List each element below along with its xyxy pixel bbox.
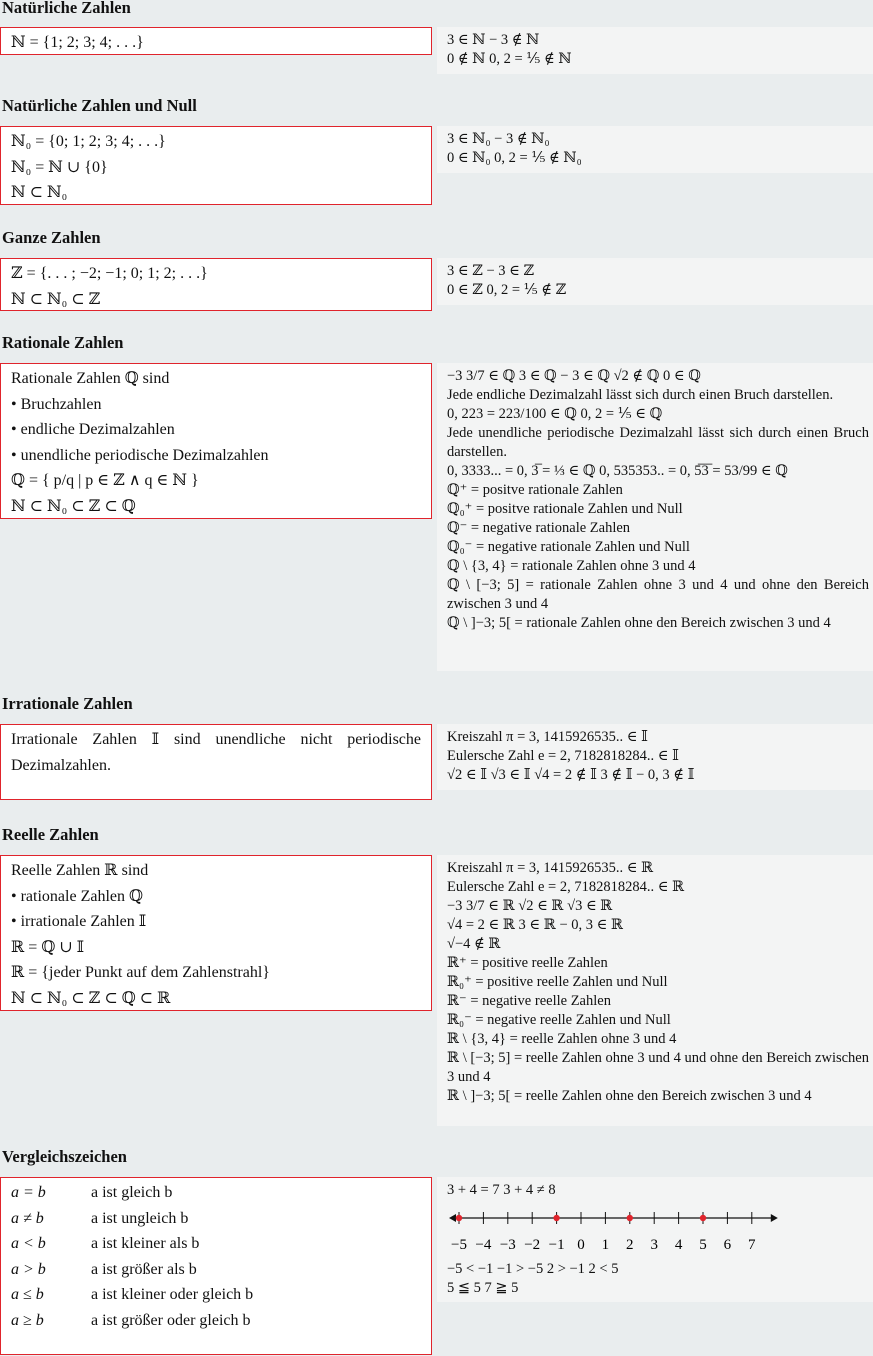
example-line: √−4 ∉ ℝ (447, 936, 501, 952)
example-line: −5 < −1 −1 > −5 2 > −1 2 < 5 (447, 1261, 619, 1277)
example-box-reelle-zahlen (437, 855, 873, 1126)
example-line: 0 ∈ ℤ 0, 2 = ⅕ ∉ ℤ (447, 282, 567, 298)
example-line: ℝ \ [−3; 5] = reelle Zahlen ohne 3 und 4 und ohne den Bereich zwischen 3 und 4 (447, 1050, 869, 1085)
comparison-symbol: a ≠ b (11, 1209, 44, 1227)
comparison-row (11, 1231, 421, 1257)
definition-line: Irrationale Zahlen 𝕀 sind unendliche nicht periodische Dezimalzahlen. (11, 731, 421, 774)
example-line: ℚ \ ]−3; 5[ = rationale Zahlen ohne den Bereich zwischen 3 und 4 (447, 615, 831, 631)
comparison-text: a ist größer oder gleich b (91, 1311, 251, 1329)
comparison-symbol: a ≥ b (11, 1311, 44, 1329)
example-box-irrationale-zahlen (437, 724, 873, 790)
number-line-tick-label: 5 (699, 1237, 707, 1253)
comparison-symbol: a = b (11, 1184, 46, 1201)
comparison-row (11, 1308, 421, 1334)
number-line-tick-label: 3 (650, 1237, 658, 1253)
comparison-text: a ist kleiner als b (91, 1235, 200, 1253)
definition-line: • Bruchzahlen (11, 395, 102, 413)
example-line: ℝ₀⁺ = positive reelle Zahlen und Null (447, 974, 668, 990)
definition-box-natuerliche-zahlen-und-null (0, 126, 432, 205)
definition-line: ℕ = {1; 2; 3; 4; . . .} (11, 34, 144, 51)
example-line: 0 ∉ ℕ 0, 2 = ⅕ ∉ ℕ (447, 51, 572, 67)
definition-line: • unendliche periodische Dezimalzahlen (11, 446, 269, 464)
example-line: 0, 3333... = 0, 3̅ = ⅓ ∈ ℚ 0, 535353.. = 0, 5̅3̅ = 53/99 ∈ ℚ (447, 463, 788, 479)
number-line-tick-label: 0 (577, 1237, 585, 1253)
example-box-natuerliche-zahlen-und-null (437, 126, 873, 173)
number-line-point (627, 1215, 633, 1221)
example-line: ℚ₀⁻ = negative rationale Zahlen und Null (447, 539, 690, 555)
number-line-point (700, 1215, 706, 1221)
section-title-vergleichszeichen: Vergleichszeichen (2, 1147, 127, 1166)
example-line: −3 3/7 ∈ ℚ 3 ∈ ℚ − 3 ∈ ℚ √2 ∉ ℚ 0 ∈ ℚ (447, 368, 701, 384)
definition-line: ℕ₀ = ℕ ∪ {0} (11, 158, 108, 176)
definition-line: ℚ = { p/q | p ∈ ℤ ∧ q ∈ ℕ } (11, 472, 199, 490)
comparison-symbol: a > b (11, 1260, 46, 1278)
example-line: Eulersche Zahl e = 2, 7182818284.. ∈ ℝ (447, 879, 685, 895)
example-line: Kreiszahl π = 3, 1415926535.. ∈ ℝ (447, 860, 654, 876)
comparison-symbol: a ≤ b (11, 1286, 44, 1304)
example-box-natuerliche-zahlen (437, 27, 873, 74)
example-line: 5 ≦ 5 7 ≧ 5 (447, 1280, 519, 1296)
definition-line: ℕ ⊂ ℕ₀ ⊂ ℤ ⊂ ℚ (11, 497, 136, 515)
arrow-right-icon (771, 1214, 778, 1222)
example-line: 3 ∈ ℕ − 3 ∉ ℕ (447, 32, 540, 48)
definition-box-reelle-zahlen (0, 855, 432, 1011)
example-line: 0, 223 = 223/100 ∈ ℚ 0, 2 = ⅕ ∈ ℚ (447, 406, 663, 422)
definition-line: Reelle Zahlen ℝ sind (11, 862, 149, 879)
example-line: 3 ∈ ℤ − 3 ∈ ℤ (447, 263, 535, 279)
example-line: Eulersche Zahl e = 2, 7182818284.. ∈ 𝕀 (447, 748, 679, 764)
example-line: ℚ⁺ = positve rationale Zahlen (447, 482, 623, 498)
comparison-row (11, 1180, 421, 1206)
example-line: ℚ \ [−3; 5] = rationale Zahlen ohne 3 und 4 und ohne den Bereich zwischen 3 und 4 (447, 577, 869, 612)
example-line: √4 = 2 ∈ ℝ 3 ∈ ℝ − 0, 3 ∈ ℝ (447, 917, 624, 933)
example-line: √2 ∈ 𝕀 √3 ∈ 𝕀 √4 = 2 ∉ 𝕀 3 ∉ 𝕀 − 0, 3 ∉ 𝕀 (447, 767, 695, 783)
number-line-tick-label: −2 (524, 1237, 541, 1253)
comparison-row (11, 1206, 421, 1232)
example-line: −3 3/7 ∈ ℝ √2 ∈ ℝ √3 ∈ ℝ (447, 898, 613, 914)
number-line-tick-label: 1 (601, 1237, 610, 1253)
section-title-reelle-zahlen: Reelle Zahlen (2, 825, 99, 844)
number-line-tick-label: −4 (475, 1237, 492, 1253)
number-line-tick-label: −3 (499, 1237, 516, 1253)
example-line: ℝ⁺ = positive reelle Zahlen (447, 955, 608, 971)
comparison-symbol: a < b (11, 1235, 46, 1253)
definition-line: ℝ = ℚ ∪ 𝕀 (11, 938, 85, 956)
definition-line: ℝ = {jeder Punkt auf dem Zahlenstrahl} (11, 964, 270, 982)
example-line: ℝ₀⁻ = negative reelle Zahlen und Null (447, 1012, 671, 1028)
definition-box-vergleichszeichen (0, 1177, 432, 1355)
definition-line: Rationale Zahlen ℚ sind (11, 370, 170, 387)
example-line: ℚ⁻ = negative rationale Zahlen (447, 520, 631, 536)
definition-line: • rationale Zahlen ℚ (11, 887, 143, 905)
number-line-tick-label: −1 (548, 1237, 565, 1253)
example-line: 0 ∈ ℕ₀ 0, 2 = ⅕ ∉ ℕ₀ (447, 150, 582, 166)
example-line: 3 ∈ ℕ₀ − 3 ∉ ℕ₀ (447, 131, 550, 147)
example-box-rationale-zahlen (437, 363, 873, 671)
number-line-tick-label: 4 (674, 1237, 683, 1253)
example-line: Jede unendliche periodische Dezimalzahl lässt sich durch einen Bruch darstellen. (447, 425, 869, 460)
section-title-rationale-zahlen: Rationale Zahlen (2, 333, 124, 352)
example-line: ℝ \ ]−3; 5[ = reelle Zahlen ohne den Bereich zwischen 3 und 4 (447, 1088, 812, 1104)
section-title-natuerliche-zahlen-und-null: Natürliche Zahlen und Null (2, 96, 197, 115)
comparison-row (11, 1282, 421, 1308)
definition-box-ganze-zahlen (0, 258, 432, 311)
comparison-text: a ist kleiner oder gleich b (91, 1286, 254, 1304)
arrow-left-icon (449, 1214, 456, 1222)
comparison-text: a ist größer als b (91, 1260, 197, 1278)
number-line-tick-label: 6 (723, 1237, 732, 1253)
definition-line: ℕ₀ = {0; 1; 2; 3; 4; . . .} (11, 133, 166, 150)
definition-line: • irrationale Zahlen 𝕀 (11, 913, 147, 931)
section-title-irrationale-zahlen: Irrationale Zahlen (2, 694, 133, 713)
definition-box-irrationale-zahlen (0, 724, 432, 800)
example-line: ℚ₀⁺ = positve rationale Zahlen und Null (447, 501, 683, 517)
number-line-point (456, 1215, 462, 1221)
number-line-tick-label: 2 (626, 1237, 634, 1253)
section-title-ganze-zahlen: Ganze Zahlen (2, 228, 101, 247)
definition-line: ℕ ⊂ ℕ₀ ⊂ ℤ ⊂ ℚ ⊂ ℝ (11, 989, 171, 1007)
example-line: ℚ \ {3, 4} = rationale Zahlen ohne 3 und 4 (447, 558, 696, 574)
definition-line: ℕ ⊂ ℕ₀ (11, 184, 68, 202)
definition-line: • endliche Dezimalzahlen (11, 421, 175, 439)
number-line (441, 1206, 781, 1260)
comparison-row (11, 1257, 421, 1283)
example-line: ℝ⁻ = negative reelle Zahlen (447, 993, 611, 1009)
definition-line: ℕ ⊂ ℕ₀ ⊂ ℤ (11, 290, 101, 308)
example-line: Jede endliche Dezimalzahl lässt sich durch einen Bruch darstellen. (447, 387, 834, 403)
number-line-tick-label: −5 (451, 1237, 467, 1253)
comparison-text: a ist ungleich b (91, 1209, 189, 1227)
number-line-tick-label: 7 (748, 1237, 756, 1253)
example-line: Kreiszahl π = 3, 1415926535.. ∈ 𝕀 (447, 729, 648, 745)
example-line: 3 + 4 = 7 3 + 4 ≠ 8 (447, 1182, 556, 1198)
section-title-natuerliche-zahlen: Natürliche Zahlen (2, 0, 131, 17)
comparison-text: a ist gleich b (91, 1184, 173, 1201)
definition-box-rationale-zahlen (0, 363, 432, 519)
definition-box-natuerliche-zahlen (0, 27, 432, 55)
number-line-point (553, 1215, 559, 1221)
definition-line: ℤ = {. . . ; −2; −1; 0; 1; 2; . . .} (11, 265, 208, 282)
example-box-vergleichszeichen (437, 1177, 873, 1302)
example-box-ganze-zahlen (437, 258, 873, 305)
example-line: ℝ \ {3, 4} = reelle Zahlen ohne 3 und 4 (447, 1031, 677, 1047)
